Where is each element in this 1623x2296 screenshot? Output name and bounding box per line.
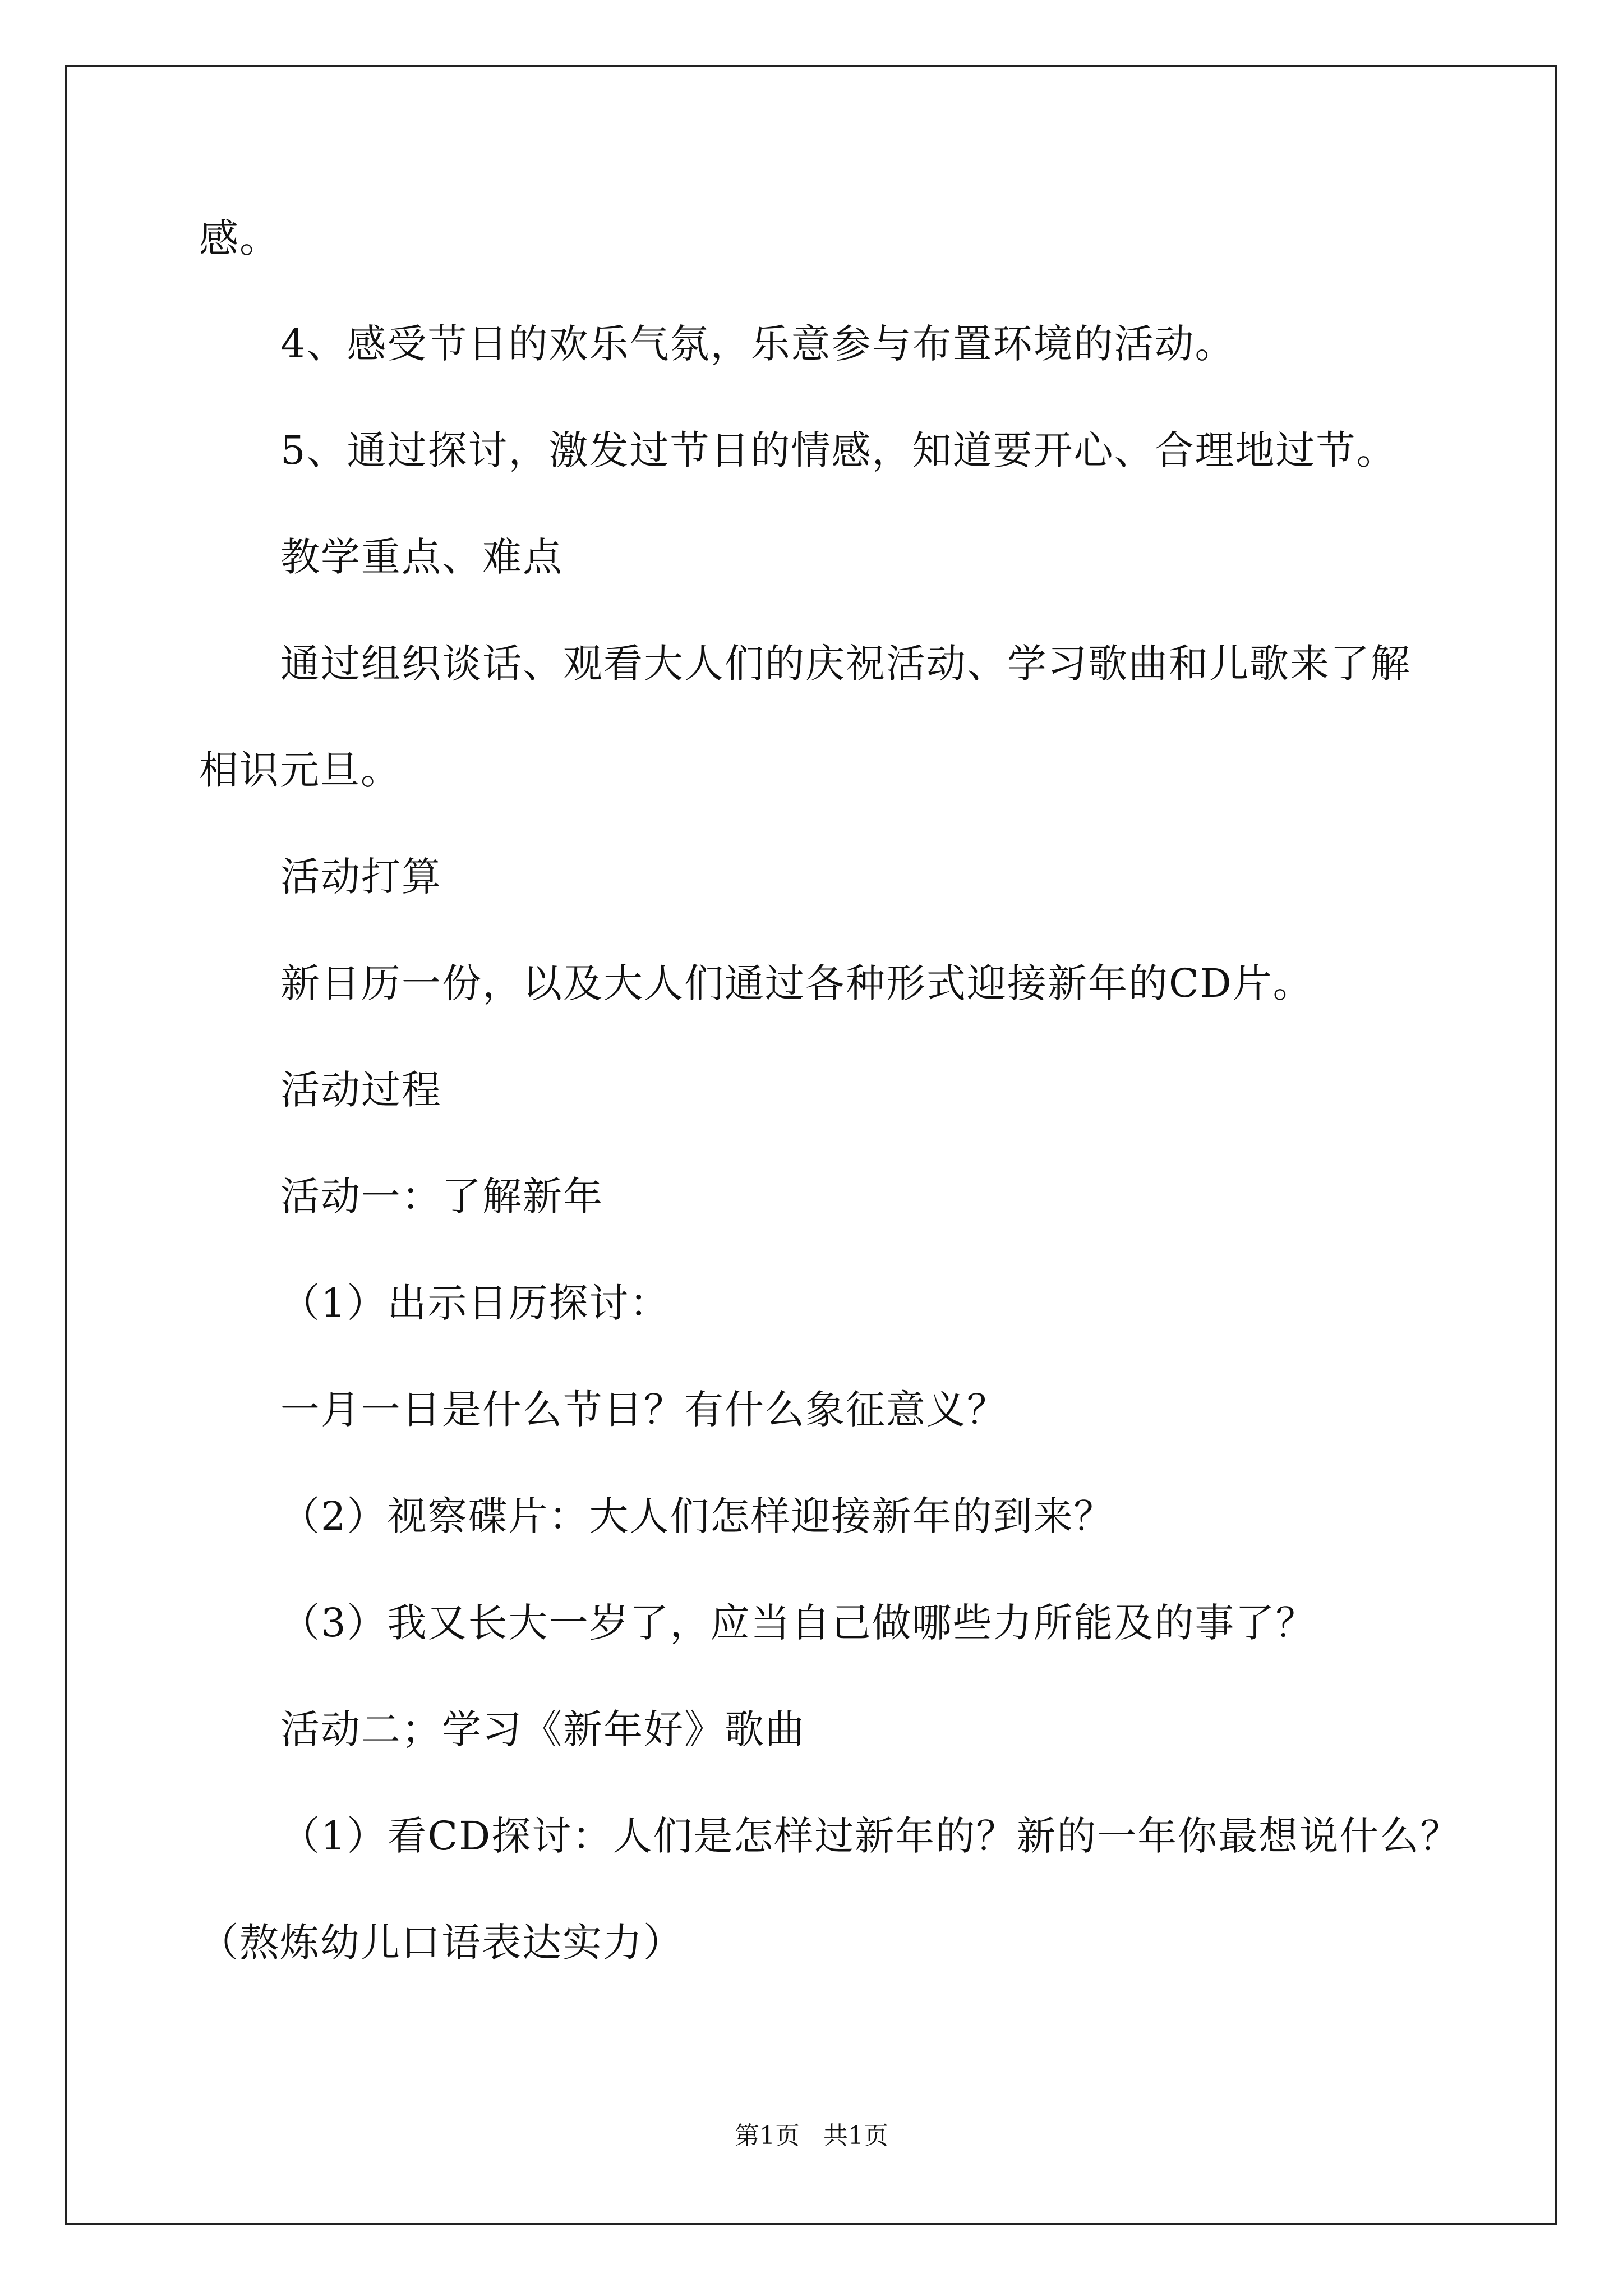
paragraph-line: 相识元旦。 <box>199 747 401 793</box>
paragraph-line: 4、感受节日的欢乐气氛，乐意参与布置环境的活动。 <box>280 321 1235 367</box>
paragraph-line: （3）我又长大一岁了，应当自己做哪些力所能及的事了？ <box>280 1600 1316 1646</box>
page-footer: 第1页 共1页 <box>735 2122 888 2150</box>
paragraph-line: （2）视察碟片：大人们怎样迎接新年的到来？ <box>280 1493 1114 1539</box>
section-heading: 活动打算 <box>280 854 442 900</box>
section-heading: 活动过程 <box>280 1067 442 1113</box>
section-heading: 教学重点、难点 <box>280 534 563 580</box>
paragraph-line: （熬炼幼儿口语表达实力） <box>199 1920 684 1966</box>
paragraph-line: （1）看CD探讨：人们是怎样过新年的？新的一年你最想说什么？ <box>280 1813 1461 1859</box>
paragraph-line: 一月一日是什么节日？有什么象征意义？ <box>280 1387 1007 1433</box>
paragraph-line: 5、通过探讨，激发过节日的情感，知道要开心、合理地过节。 <box>280 427 1397 473</box>
paragraph-line: 新日历一份，以及大人们通过各种形式迎接新年的CD片。 <box>280 960 1313 1006</box>
paragraph-line: 感。 <box>199 215 280 261</box>
paragraph-line: 通过组织谈话、观看大人们的庆祝活动、学习歌曲和儿歌来了解 <box>280 641 1411 687</box>
section-heading: 活动二；学习《新年好》歌曲 <box>280 1706 805 1752</box>
paragraph-line: （1）出示日历探讨： <box>280 1280 670 1326</box>
section-heading: 活动一：了解新年 <box>280 1174 603 1220</box>
page-border <box>65 65 1557 2225</box>
